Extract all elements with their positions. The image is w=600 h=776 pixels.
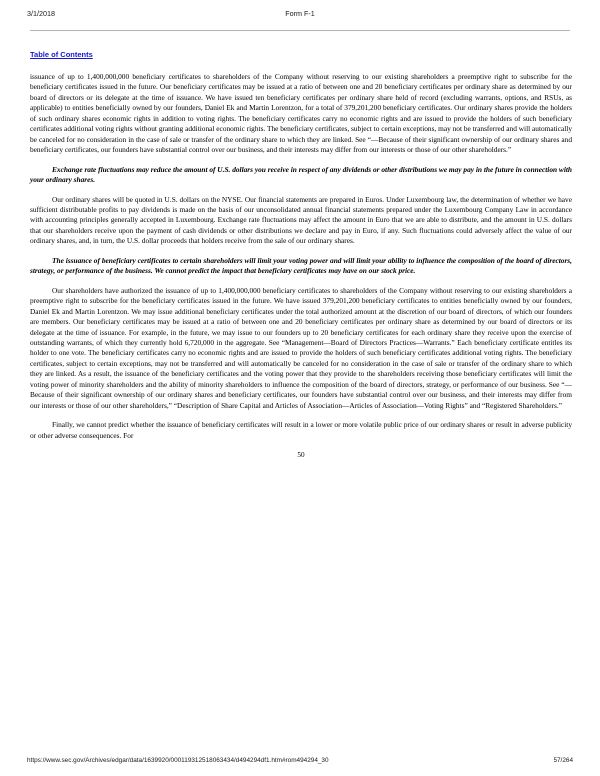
- print-header-date: 3/1/2018: [27, 9, 55, 18]
- risk-factor-heading: The issuance of beneficiary certificates to certain shareholders will limit your voting power and will limit your ability to influence the composition of the board of directors, strategy, or performance of the business. We cannot predict the impact that beneficiary certificates may have on our stock price.: [30, 255, 572, 276]
- body-paragraph: Our ordinary shares will be quoted in U.S. dollars on the NYSE. Our financial statements are prepared in Euros. Under Luxembourg law, the determination of whether we have sufficient distributable profits to pay dividends is made on the basis of our unconsolidated annual financial statements prepared under the Luxembourg Company Law in accordance with accounting principles generally accepted in Luxembourg. Exchange rate fluctuations may affect the amount in Euro that we are able to distribute, and the amount in U.S. dollars that our shareholders receive upon the payment of cash dividends or other distributions we declare and pay in Euro, if any. Such fluctuations could adversely affect the value of our ordinary shares, and, in turn, the U.S. dollar proceeds that holders receive from the sale of our ordinary shares.: [30, 194, 572, 246]
- document-page: [0, 38, 600, 460]
- body-paragraph: Finally, we cannot predict whether the issuance of beneficiary certificates will result in a lower or more volatile public price of our ordinary shares or result in adverse publicity or other adverse consequences. For: [30, 420, 572, 440]
- print-header: [0, 9, 600, 23]
- risk-factor-heading: Exchange rate fluctuations may reduce the amount of U.S. dollars you receive in respect of any dividends or other distributions we may pay in the future in connection with your ordinary shares.: [30, 164, 572, 185]
- print-header-title: Form F-1: [285, 9, 315, 18]
- print-footer: [0, 757, 600, 769]
- body-paragraph: Our shareholders have authorized the issuance of up to 1,400,000,000 beneficiary certificates to shareholders of the Company without reserving to our existing shareholders a preemptive right to subscribe for the beneficiary certificates issued in the future. We have issued 379,201,200 beneficiary certificates to entities beneficially owned by our founders, Daniel Ek and Martin Lorentzon. We may issue additional beneficiary certificates under the total authorized amount at the discretion of our board of directors, of which our founders are members. Our beneficiary certificates may be issued at a ratio of between one and 20 beneficiary certificates per ordinary share as determined by our board of directors or its delegate at the time of issuance. For example, in the future, we may issue to our founders up to 20 beneficiary certificates for each ordinary share they receive upon the exercise of outstanding warrants, of which they currently hold 6,720,000 in the aggregate. See “Management—Board of Directors Practices—Warrants.” Each beneficiary certificate entitles its holder to one vote. The beneficiary certificates carry no economic rights and are issued to provide the holders of such beneficiary certificates additional voting rights. The beneficiary certificates, subject to certain exceptions, may not be transferred and will automatically be canceled for no consideration in the case of sale or transfer of the ordinary share to which they are linked. As a result, the issuance of the beneficiary certificates and the voting power that they provide to the shareholders receiving those beneficiary certificates will limit the voting power of minority shareholders and the ability of minority shareholders to influence the composition of the board of directors, strategy, or performance of our business. See “—Because of their significant ownership of our ordinary shares and beneficiary certificates, our founders have substantial control over our business, and their interests may differ from our interests or those of our other shareholders,” “Description of Share Capital and Articles of Association—Articles of Association—Voting Rights” and “Registered Shareholders.”: [30, 285, 572, 410]
- print-footer-url: https://www.sec.gov/Archives/edgar/data/1639920/000119312518063434/d494294df1.htm#rom494294_30: [27, 757, 329, 764]
- document-content: [30, 44, 572, 460]
- paragraph-list: [30, 72, 572, 441]
- table-of-contents-link-container: [30, 44, 572, 62]
- header-divider: [30, 30, 570, 31]
- page-number: 50: [297, 451, 305, 460]
- table-of-contents-link[interactable]: Table of Contents: [30, 50, 93, 59]
- body-paragraph: issuance of up to 1,400,000,000 beneficiary certificates to shareholders of the Company without reserving to our existing shareholders a preemptive right to subscribe for the beneficiary certificates issued in the future. Our beneficiary certificates may be issued at a ratio of between one and 20 beneficiary certificates per ordinary share as determined by our board of directors or its delegate at the time of issuance. We have issued ten beneficiary certificates per ordinary share held of record (excluding warrants, options, and RSUs, as applicable) to entities beneficially owned by our founders, Daniel Ek and Martin Lorentzon, for a total of 379,201,200 beneficiary certificates. Our ordinary shares provide the holders of such ordinary shares economic rights in addition to voting rights. The beneficiary certificates carry no economic rights and are issued to provide the holders of such beneficiary certificates additional voting rights without granting additional economic rights. The beneficiary certificates, subject to certain exceptions, may not be transferred and will automatically be canceled for no consideration in the case of sale or transfer of the ordinary share to which they are linked. See “—Because of their significant ownership of our ordinary shares and beneficiary certificates, our founders have substantial control over our business, and their interests may differ from our interests or those of our other shareholders.”: [30, 72, 572, 155]
- print-footer-page-indicator: 57/264: [553, 757, 573, 764]
